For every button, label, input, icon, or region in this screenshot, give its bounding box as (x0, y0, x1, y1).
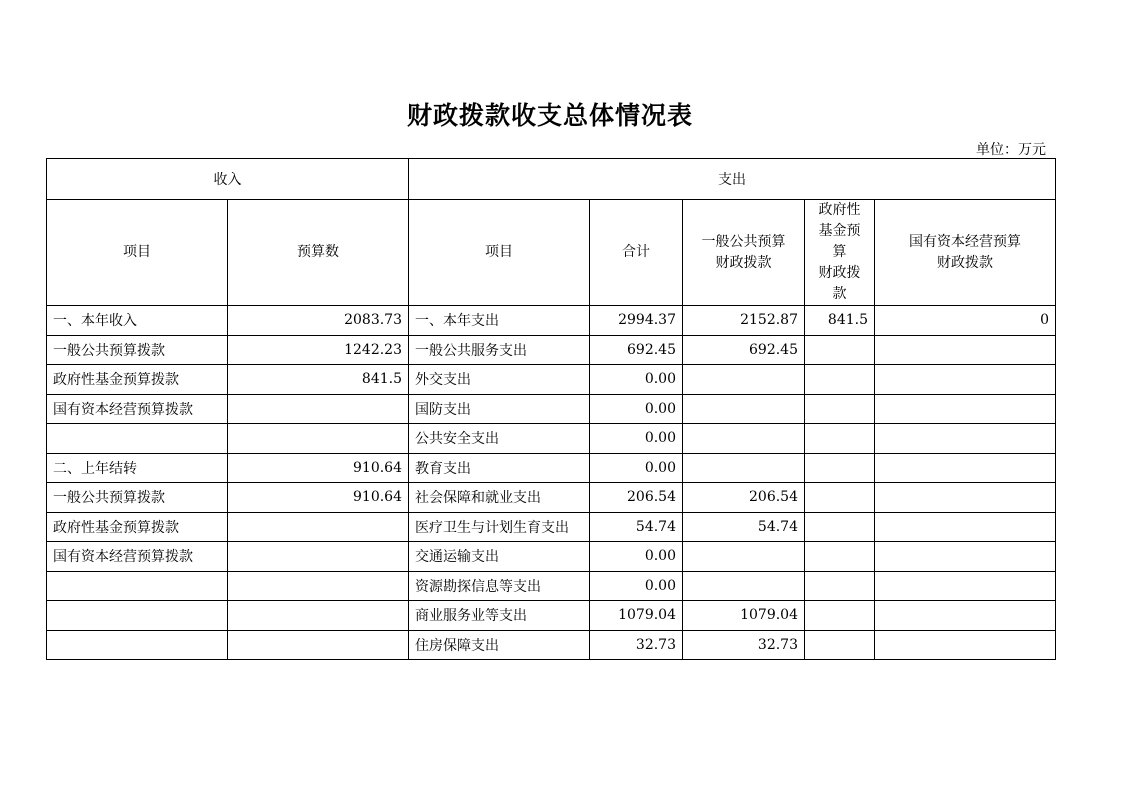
general-public-cell: 54.74 (683, 512, 805, 542)
income-amount-cell: 910.64 (228, 453, 409, 483)
income-amount-cell (228, 512, 409, 542)
expenditure-total-cell: 0.00 (590, 571, 683, 601)
expenditure-item-cell: 商业服务业等支出 (409, 601, 590, 631)
expenditure-item-cell: 一般公共服务支出 (409, 335, 590, 365)
gov-fund-cell (805, 453, 875, 483)
page-title: 财政拨款收支总体情况表 (406, 101, 693, 130)
general-public-cell: 206.54 (683, 483, 805, 513)
table-row (47, 365, 1056, 395)
expenditure-item-cell: 国防支出 (409, 394, 590, 424)
budget-table (46, 158, 1056, 660)
table-row (47, 306, 1056, 336)
general-public-cell (683, 394, 805, 424)
income-item-cell: 政府性基金预算拨款 (47, 365, 228, 395)
expenditure-total-cell: 2994.37 (590, 306, 683, 336)
gov-fund-cell (805, 335, 875, 365)
col-header-income-item: 项目 (47, 200, 228, 306)
expenditure-item-cell: 一、本年支出 (409, 306, 590, 336)
income-header: 收入 (47, 159, 409, 200)
expenditure-item-cell: 医疗卫生与计划生育支出 (409, 512, 590, 542)
state-capital-cell: 0 (875, 306, 1056, 336)
state-capital-cell (875, 424, 1056, 454)
table-row (47, 424, 1056, 454)
state-capital-cell (875, 365, 1056, 395)
general-public-cell: 2152.87 (683, 306, 805, 336)
column-header-row (47, 200, 1056, 306)
general-public-cell: 692.45 (683, 335, 805, 365)
general-public-cell: 32.73 (683, 630, 805, 660)
table-header-row (47, 159, 1056, 200)
general-public-cell (683, 542, 805, 572)
income-item-cell: 一般公共预算拨款 (47, 335, 228, 365)
state-capital-cell (875, 571, 1056, 601)
table-row (47, 453, 1056, 483)
gov-fund-cell (805, 394, 875, 424)
table-row (47, 512, 1056, 542)
income-amount-cell: 1242.23 (228, 335, 409, 365)
expenditure-item-cell: 公共安全支出 (409, 424, 590, 454)
expenditure-total-cell: 692.45 (590, 335, 683, 365)
state-capital-cell (875, 512, 1056, 542)
expenditure-item-cell: 住房保障支出 (409, 630, 590, 660)
expenditure-total-cell: 0.00 (590, 365, 683, 395)
expenditure-item-cell: 资源勘探信息等支出 (409, 571, 590, 601)
income-item-cell (47, 571, 228, 601)
gov-fund-cell (805, 424, 875, 454)
income-amount-cell: 2083.73 (228, 306, 409, 336)
general-public-cell: 1079.04 (683, 601, 805, 631)
expenditure-total-cell: 54.74 (590, 512, 683, 542)
table-row (47, 394, 1056, 424)
expenditure-item-cell: 外交支出 (409, 365, 590, 395)
income-amount-cell (228, 601, 409, 631)
gov-fund-cell (805, 483, 875, 513)
income-item-cell (47, 630, 228, 660)
expenditure-item-cell: 教育支出 (409, 453, 590, 483)
expenditure-total-cell: 32.73 (590, 630, 683, 660)
expenditure-total-cell: 1079.04 (590, 601, 683, 631)
col-header-gov-fund: 政府性 基金预 算 财政拨 款 (805, 200, 875, 306)
expenditure-item-cell: 交通运输支出 (409, 542, 590, 572)
income-item-cell: 国有资本经营预算拨款 (47, 394, 228, 424)
expenditure-total-cell: 206.54 (590, 483, 683, 513)
col-header-budget: 预算数 (228, 200, 409, 306)
income-item-cell (47, 424, 228, 454)
state-capital-cell (875, 335, 1056, 365)
expenditure-total-cell: 0.00 (590, 394, 683, 424)
income-item-cell: 国有资本经营预算拨款 (47, 542, 228, 572)
income-item-cell: 二、上年结转 (47, 453, 228, 483)
col-header-expenditure-item: 项目 (409, 200, 590, 306)
gov-fund-cell (805, 601, 875, 631)
expenditure-total-cell: 0.00 (590, 542, 683, 572)
state-capital-cell (875, 542, 1056, 572)
table-row (47, 483, 1056, 513)
state-capital-cell (875, 453, 1056, 483)
income-item-cell: 一般公共预算拨款 (47, 483, 228, 513)
state-capital-cell (875, 630, 1056, 660)
general-public-cell (683, 365, 805, 395)
income-amount-cell: 841.5 (228, 365, 409, 395)
income-amount-cell (228, 542, 409, 572)
gov-fund-cell (805, 542, 875, 572)
general-public-cell (683, 453, 805, 483)
expenditure-total-cell: 0.00 (590, 453, 683, 483)
col-header-total: 合计 (590, 200, 683, 306)
expenditure-item-cell: 社会保障和就业支出 (409, 483, 590, 513)
income-item-cell: 一、本年收入 (47, 306, 228, 336)
income-item-cell: 政府性基金预算拨款 (47, 512, 228, 542)
table-row (47, 601, 1056, 631)
col-header-state-capital: 国有资本经营预算 财政拨款 (875, 200, 1056, 306)
gov-fund-cell (805, 365, 875, 395)
income-amount-cell (228, 424, 409, 454)
general-public-cell (683, 424, 805, 454)
unit-label: 单位：万元 (976, 142, 1046, 158)
table-row (47, 571, 1056, 601)
table-row (47, 335, 1056, 365)
income-amount-cell: 910.64 (228, 483, 409, 513)
income-amount-cell (228, 394, 409, 424)
expenditure-header: 支出 (409, 159, 1056, 200)
income-amount-cell (228, 630, 409, 660)
income-item-cell (47, 601, 228, 631)
general-public-cell (683, 571, 805, 601)
gov-fund-cell (805, 571, 875, 601)
state-capital-cell (875, 601, 1056, 631)
col-header-general-public: 一般公共预算 财政拨款 (683, 200, 805, 306)
table-row (47, 630, 1056, 660)
gov-fund-cell: 841.5 (805, 306, 875, 336)
state-capital-cell (875, 483, 1056, 513)
gov-fund-cell (805, 512, 875, 542)
income-amount-cell (228, 571, 409, 601)
expenditure-total-cell: 0.00 (590, 424, 683, 454)
state-capital-cell (875, 394, 1056, 424)
table-row (47, 542, 1056, 572)
gov-fund-cell (805, 630, 875, 660)
